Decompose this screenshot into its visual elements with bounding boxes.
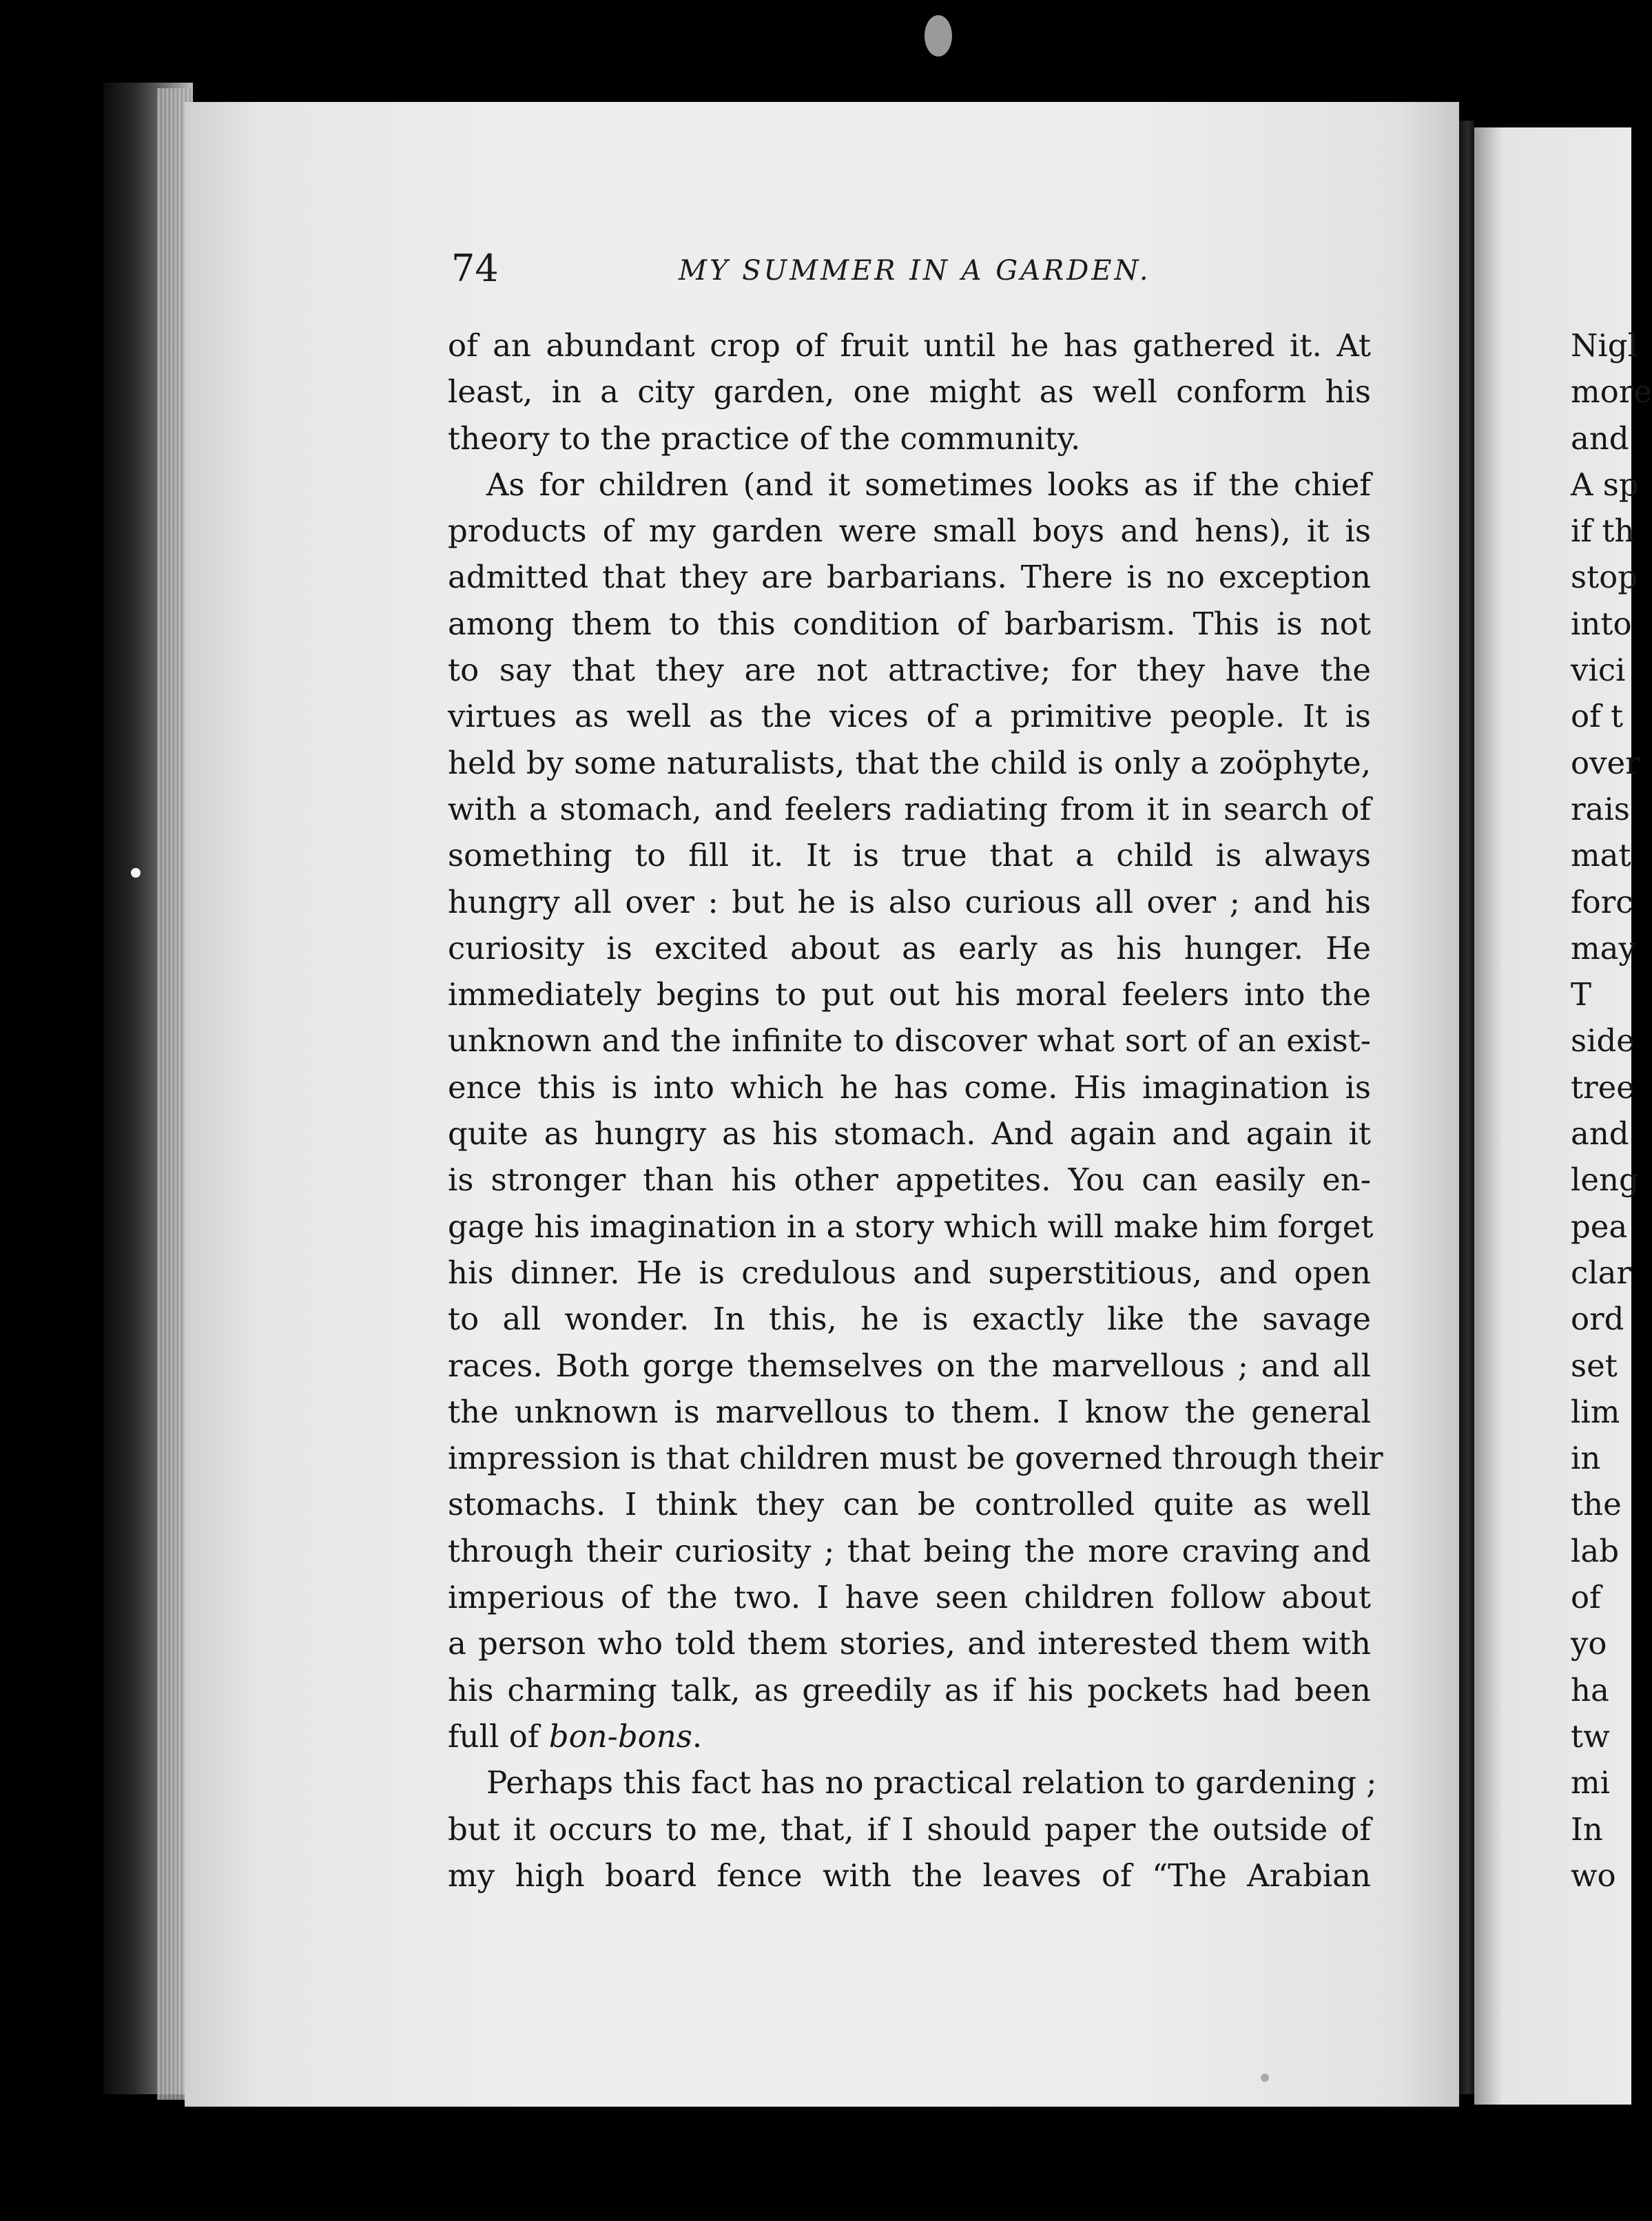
text-line [448,1713,1371,1759]
facing-page-fragment: leng [1571,1161,1639,1199]
italic-term: bon-bons [548,1717,692,1755]
page-number: 74 [451,247,499,290]
text-line: something to fill it. It is true that a child is always [448,837,1371,874]
running-title: MY SUMMER IN A GARDEN. [679,255,1151,287]
text-line: products of my garden were small boys and hens), it is [448,513,1371,550]
facing-page-fragment: set [1571,1347,1618,1384]
facing-page-fragment: rais [1571,790,1630,827]
facing-page-fragment: tw [1571,1717,1610,1755]
text-line: impression is that children must be governed through their [448,1440,1383,1477]
text-line: least, in a city garden, one might as well conform his [448,373,1371,411]
facing-page-fragment: In [1571,1810,1603,1848]
facing-page-fragment: ha [1571,1671,1609,1708]
text-line: virtues as well as the vices of a primitive people. It is [448,698,1371,735]
text-line: unknown and the infinite to discover what sort of an exist- [448,1022,1371,1060]
body-text [448,322,1383,1899]
facing-page-fragment: clar [1571,1254,1631,1291]
text-line: admitted that they are barbarians. There is no exception [448,559,1371,596]
facing-page-fragment: vici [1571,652,1626,689]
facing-page-fragment: may [1571,929,1636,967]
facing-page-fragment: ord [1571,1301,1624,1338]
text-line: my high board fence with the leaves of “The Arabian [448,1857,1371,1894]
facing-page-fragment: forc [1571,883,1633,920]
text-line: among them to this condition of barbarism. This is not [448,605,1371,642]
scan-speck [925,15,952,56]
facing-page-fragment: more [1571,373,1652,411]
facing-page-fragment: the [1571,1486,1622,1523]
facing-page-fragment: wo [1571,1857,1616,1894]
text-line: his dinner. He is credulous and superstitious, and open [448,1254,1371,1291]
book-gutter [1459,121,1474,2094]
facing-page-fragment: pea [1571,1208,1628,1245]
text-line: races. Both gorge themselves on the marvellous ; and all [448,1347,1371,1384]
text-line: ence this is into which he has come. His imagination is [448,1068,1371,1106]
scan-speck [1261,2074,1269,2082]
facing-page-fragment: if th [1571,513,1635,550]
text-line: stomachs. I think they can be controlled quite as well [448,1486,1371,1523]
scan-speck [131,868,141,878]
facing-page-fragment: and [1571,420,1629,457]
facing-page-fragment: yo [1571,1625,1607,1662]
text-line: curiosity is excited about as early as his hunger. He [448,929,1371,967]
facing-page-fragment: in [1571,1440,1601,1477]
facing-page-fragment: T [1571,976,1592,1013]
facing-page-fragment: lim [1571,1393,1620,1430]
facing-page-fragment: of t [1571,698,1624,735]
facing-page-fragment: over [1571,744,1640,781]
facing-page-text [1571,322,1652,1899]
text-line: to all wonder. In this, he is exactly like the savage [448,1301,1371,1338]
text-segment: full of [448,1717,549,1755]
facing-page-fragment: stop [1571,559,1638,596]
facing-page-fragment: Nigl [1571,327,1638,364]
text-line: immediately begins to put out his moral feelers into the [448,976,1371,1013]
facing-page-fragment: into [1571,605,1632,642]
text-line: but it occurs to me, that, if I should paper the outside of [448,1810,1371,1848]
facing-page-fragment: A sp [1571,466,1639,503]
facing-page-fragment: tree [1571,1068,1635,1106]
facing-page-fragment: mat [1571,837,1631,874]
facing-page-fragment: side [1571,1022,1635,1060]
text-line: held by some naturalists, that the child is only a zoöphyte, [448,744,1371,781]
text-line: with a stomach, and feelers radiating from it in search of [448,790,1371,827]
text-line: the unknown is marvellous to them. I know the general [448,1393,1371,1430]
text-line: through their curiosity ; that being the more craving and [448,1532,1371,1569]
text-line: hungry all over : but he is also curious all over ; and his [448,883,1371,920]
text-line: Perhaps this fact has no practical relation to gardening ; [486,1764,1377,1801]
text-line: gage his imagination in a story which will make him forget [448,1208,1374,1245]
text-line: is stronger than his other appetites. You can easily en- [448,1161,1371,1199]
text-line: his charming talk, as greedily as if his pockets had been [448,1671,1371,1708]
facing-page-fragment: mi [1571,1764,1611,1801]
facing-page-fragment: and [1571,1115,1629,1153]
text-line: of an abundant crop of fruit until he has gathered it. At [448,327,1371,364]
facing-page-fragment: lab [1571,1532,1620,1569]
text-segment: . [692,1717,703,1755]
text-line: theory to the practice of the community. [448,420,1081,457]
text-line: to say that they are not attractive; for they have the [448,652,1371,689]
facing-page-fragment: of [1571,1579,1601,1616]
text-line: imperious of the two. I have seen children follow about [448,1579,1371,1616]
text-line: a person who told them stories, and interested them with [448,1625,1371,1662]
text-line: As for children (and it sometimes looks as if the chief [486,466,1371,503]
text-line: quite as hungry as his stomach. And again and again it [448,1115,1371,1153]
running-head [451,245,1367,300]
